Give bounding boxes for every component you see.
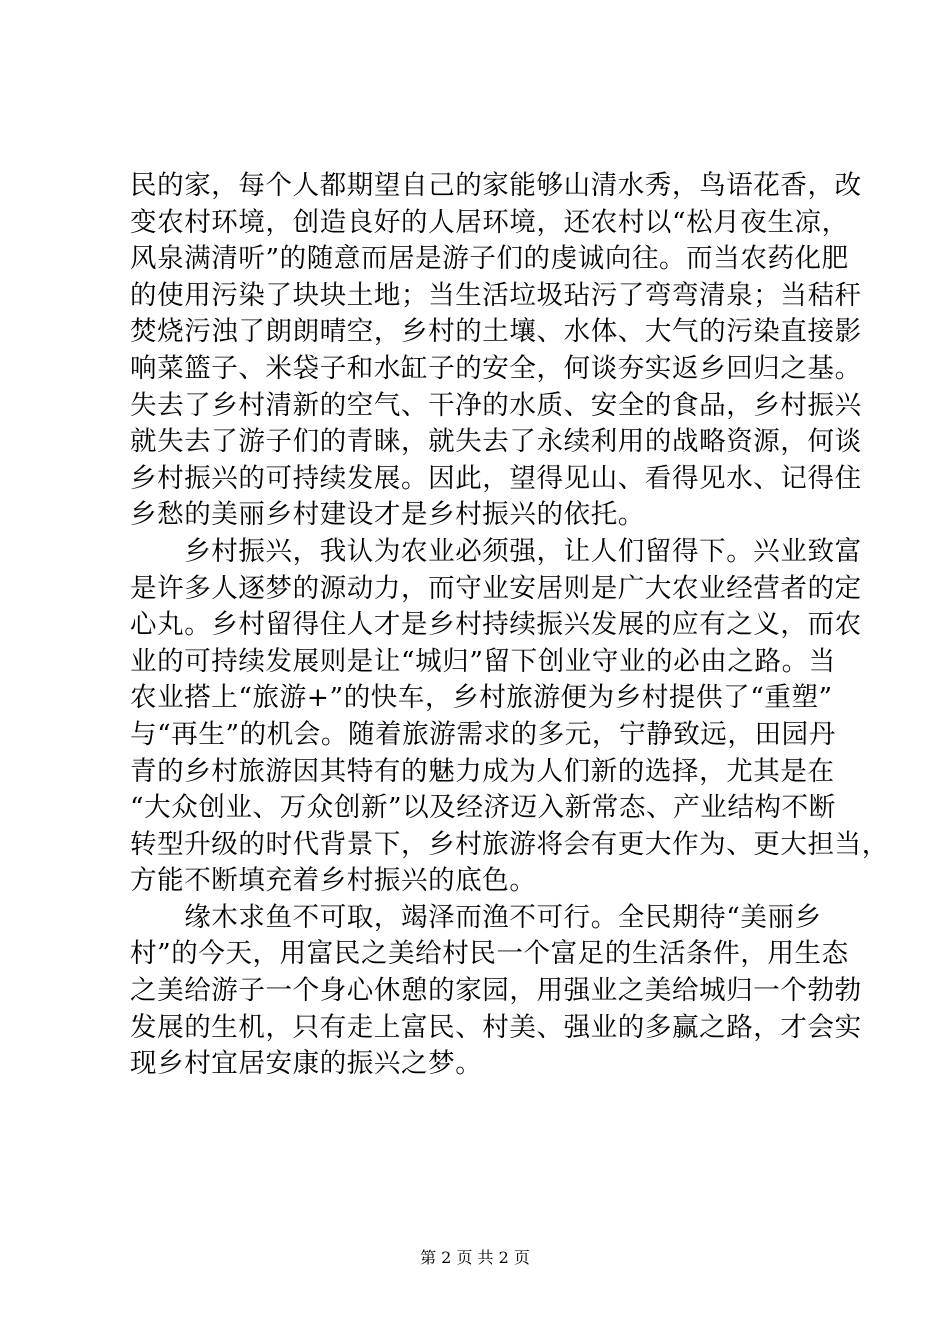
text-line: 现乡村宜居安康的振兴之梦。 (130, 1048, 483, 1080)
text-line: 与“再生”的机会。随着旅游需求的多元，宁静致远，田园丹 (130, 718, 836, 750)
text-line: 乡村振兴的可持续发展。因此，望得见山、看得见水、记得住 (130, 462, 862, 494)
paragraph-1 (130, 168, 862, 534)
text-line: 村”的今天，用富民之美给村民一个富足的生活条件，用生态 (130, 938, 849, 970)
document-body (130, 168, 889, 1083)
text-line: 之美给游子一个身心休憩的家园，用强业之美给城归一个勃勃 (130, 975, 862, 1007)
text-line: 响菜篮子、米袋子和水缸子的安全，何谈夯实返乡回归之基。 (130, 352, 862, 384)
text-line: 发展的生机，只有走上富民、村美、强业的多赢之路，才会实 (130, 1011, 862, 1043)
text-line: 是许多人逐梦的源动力，而守业安居则是广大农业经营者的定 (130, 572, 862, 604)
paragraph-3 (130, 900, 862, 1083)
text-line: 农业搭上“旅游+”的快车，乡村旅游便为乡村提供了“重塑” (130, 682, 833, 714)
text-line: 业的可持续发展则是让“城归”留下创业守业的必由之路。当 (130, 645, 836, 677)
text-line: 民的家，每个人都期望自己的家能够山清水秀，鸟语花香，改 (130, 170, 862, 201)
text-line: 乡村振兴，我认为农业必须强，让人们留得下。兴业致富 (130, 535, 862, 567)
text-line: 转型升级的时代背景下，乡村旅游将会有更大作为、更大担当， (130, 828, 889, 860)
text-line: 变农村环境，创造良好的人居环境，还农村以“松月夜生凉， (130, 206, 849, 238)
page-footer (0, 1245, 950, 1268)
text-line: 方能不断填充着乡村振兴的底色。 (130, 865, 537, 897)
text-line: “大众创业、万众创新”以及经济迈入新常态、产业结构不断 (130, 792, 836, 824)
page-number-label: 第 2 页 共 2 页 (420, 1248, 530, 1267)
paragraph-2 (130, 534, 889, 900)
text-line: 的使用污染了块块土地；当生活垃圾玷污了弯弯清泉；当秸秆 (130, 279, 862, 311)
text-line: 乡愁的美丽乡村建设才是乡村振兴的依托。 (130, 499, 645, 531)
text-line: 失去了乡村清新的空气、干净的水质、安全的食品，乡村振兴 (130, 389, 862, 421)
text-line: 焚烧污浊了朗朗晴空，乡村的土壤、水体、大气的污染直接影 (130, 316, 862, 348)
text-line: 心丸。乡村留得住人才是乡村持续振兴发展的应有之义，而农 (130, 609, 862, 641)
text-line: 就失去了游子们的青睐，就失去了永续利用的战略资源，何谈 (130, 426, 862, 458)
text-line: 青的乡村旅游因其特有的魅力成为人们新的选择，尤其是在 (130, 755, 835, 787)
text-line: 风泉满清听”的随意而居是游子们的虔诚向往。而当农药化肥 (130, 243, 849, 275)
text-line: 缘木求鱼不可取，竭泽而渔不可行。全民期待“美丽乡 (130, 901, 822, 933)
